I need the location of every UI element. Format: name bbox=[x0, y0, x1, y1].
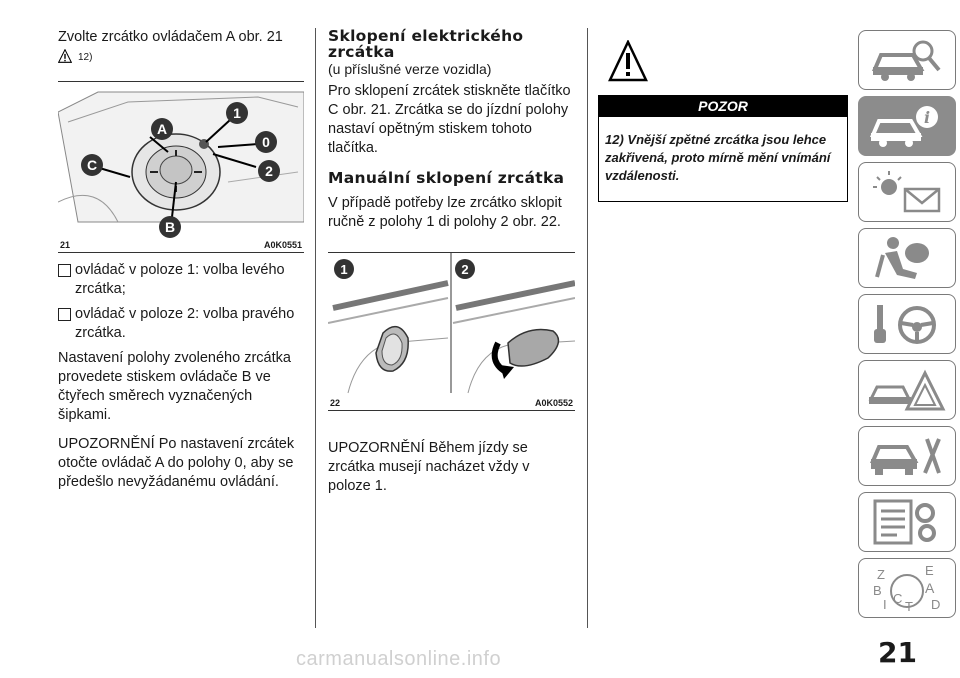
document-gear-icon bbox=[867, 497, 947, 547]
label-b: B bbox=[164, 219, 176, 235]
label-1: 1 bbox=[340, 262, 348, 277]
figure-caption bbox=[58, 240, 304, 250]
column-1 bbox=[58, 28, 304, 492]
tab-alphabet-index[interactable] bbox=[858, 558, 956, 618]
svg-text:E: E bbox=[925, 563, 934, 578]
paragraph: Pro sklopení zrcátek stiskněte tlačítko C obr. 21. Zrcátka se do jízdní polohy nastaví opětným stiskem tohoto tlačítka. bbox=[328, 83, 571, 156]
tab-document-gear[interactable] bbox=[858, 492, 956, 552]
tab-airbag[interactable] bbox=[858, 228, 956, 288]
alphabet-index-icon bbox=[867, 563, 947, 613]
tab-car-search[interactable] bbox=[858, 30, 956, 90]
svg-text:Z: Z bbox=[877, 567, 885, 582]
intro-text: Zvolte zrcátko ovládačem A obr. 21 bbox=[58, 29, 283, 45]
section-heading: Manuální sklopení zrcátka bbox=[328, 169, 565, 187]
tab-steering-key[interactable] bbox=[858, 294, 956, 354]
svg-text:D: D bbox=[931, 597, 941, 612]
car-info-icon bbox=[867, 101, 947, 151]
svg-text:B: B bbox=[873, 583, 882, 598]
watermark: carmanualsonline.info bbox=[296, 648, 502, 670]
warning-triangle-icon bbox=[608, 40, 648, 84]
note-ref: 12) bbox=[78, 52, 93, 63]
warning-note-ref bbox=[58, 49, 304, 63]
warning-title: POZOR bbox=[598, 95, 848, 117]
paragraph: V případě potřeby lze zrcátko sklopit ručně z polohy 1 di polohy 2 obr. 22. bbox=[328, 195, 562, 230]
warning-triangle-icon bbox=[58, 49, 72, 63]
label-1: 1 bbox=[233, 105, 241, 121]
checkbox-bullet-icon bbox=[58, 264, 71, 277]
list-item: ovládač v poloze 1: volba levého zrcátka; bbox=[58, 261, 304, 299]
paragraph: Nastavení polohy zvoleného zrcátka provedete stiskem ovládače B ve čtyřech směrech vyznačených šipkami. bbox=[58, 350, 291, 423]
column-divider bbox=[315, 28, 316, 628]
car-tools-icon bbox=[867, 431, 947, 481]
label-0: 0 bbox=[262, 134, 270, 150]
list-item: ovládač v poloze 2: volba pravého zrcátka. bbox=[58, 305, 304, 343]
figure-code: A0K0551 bbox=[263, 240, 302, 250]
mirror-fold-illustration bbox=[328, 253, 575, 410]
paragraph: UPOZORNĚNÍ Během jízdy se zrcátka musejí nacházet vždy v poloze 1. bbox=[328, 440, 530, 494]
figure-number: 21 bbox=[60, 240, 71, 250]
figure-22 bbox=[328, 252, 575, 411]
warning-box bbox=[598, 117, 848, 202]
steering-key-icon bbox=[867, 299, 947, 349]
mirror-control-illustration bbox=[58, 82, 304, 252]
column-2 bbox=[328, 28, 575, 496]
tab-car-tools[interactable] bbox=[858, 426, 956, 486]
svg-text:C: C bbox=[893, 591, 903, 606]
label-2: 2 bbox=[265, 163, 273, 179]
svg-text:T: T bbox=[905, 599, 913, 613]
airbag-icon bbox=[867, 233, 947, 283]
figure-code: A0K0552 bbox=[534, 398, 573, 408]
page-number: 21 bbox=[878, 636, 917, 669]
section-subheading: (u příslušné verze vozidla) bbox=[328, 61, 492, 77]
svg-text:I: I bbox=[883, 597, 887, 612]
tab-car-warning[interactable] bbox=[858, 360, 956, 420]
label-c: C bbox=[86, 157, 98, 173]
figure-21 bbox=[58, 81, 304, 253]
warning-lights-icon bbox=[867, 167, 947, 217]
svg-text:A: A bbox=[925, 580, 935, 596]
section-heading: Sklopení elektrického zrcátka bbox=[328, 27, 524, 61]
warning-text: Vnější zpětné zrcátka jsou lehce zakřivená, proto mírně mění vnímání vzdálenosti. bbox=[605, 132, 831, 183]
figure-caption bbox=[328, 398, 575, 408]
column-divider bbox=[587, 28, 588, 628]
label-2: 2 bbox=[461, 262, 469, 277]
paragraph: UPOZORNĚNÍ Po nastavení zrcátek otočte ovládač A do polohy 0, aby se předešlo nevyžádanému ovládání. bbox=[58, 436, 295, 490]
checkbox-bullet-icon bbox=[58, 308, 71, 321]
figure-number: 22 bbox=[330, 398, 341, 408]
svg-text:i: i bbox=[923, 108, 931, 127]
warning-number: 12) bbox=[605, 132, 624, 147]
label-a: A bbox=[156, 121, 168, 137]
chapter-sidebar bbox=[858, 30, 960, 624]
car-search-icon bbox=[867, 35, 947, 85]
car-warning-triangle-icon bbox=[867, 365, 947, 415]
tab-car-info[interactable] bbox=[858, 96, 956, 156]
column-3 bbox=[598, 40, 848, 202]
tab-warning-lights[interactable] bbox=[858, 162, 956, 222]
